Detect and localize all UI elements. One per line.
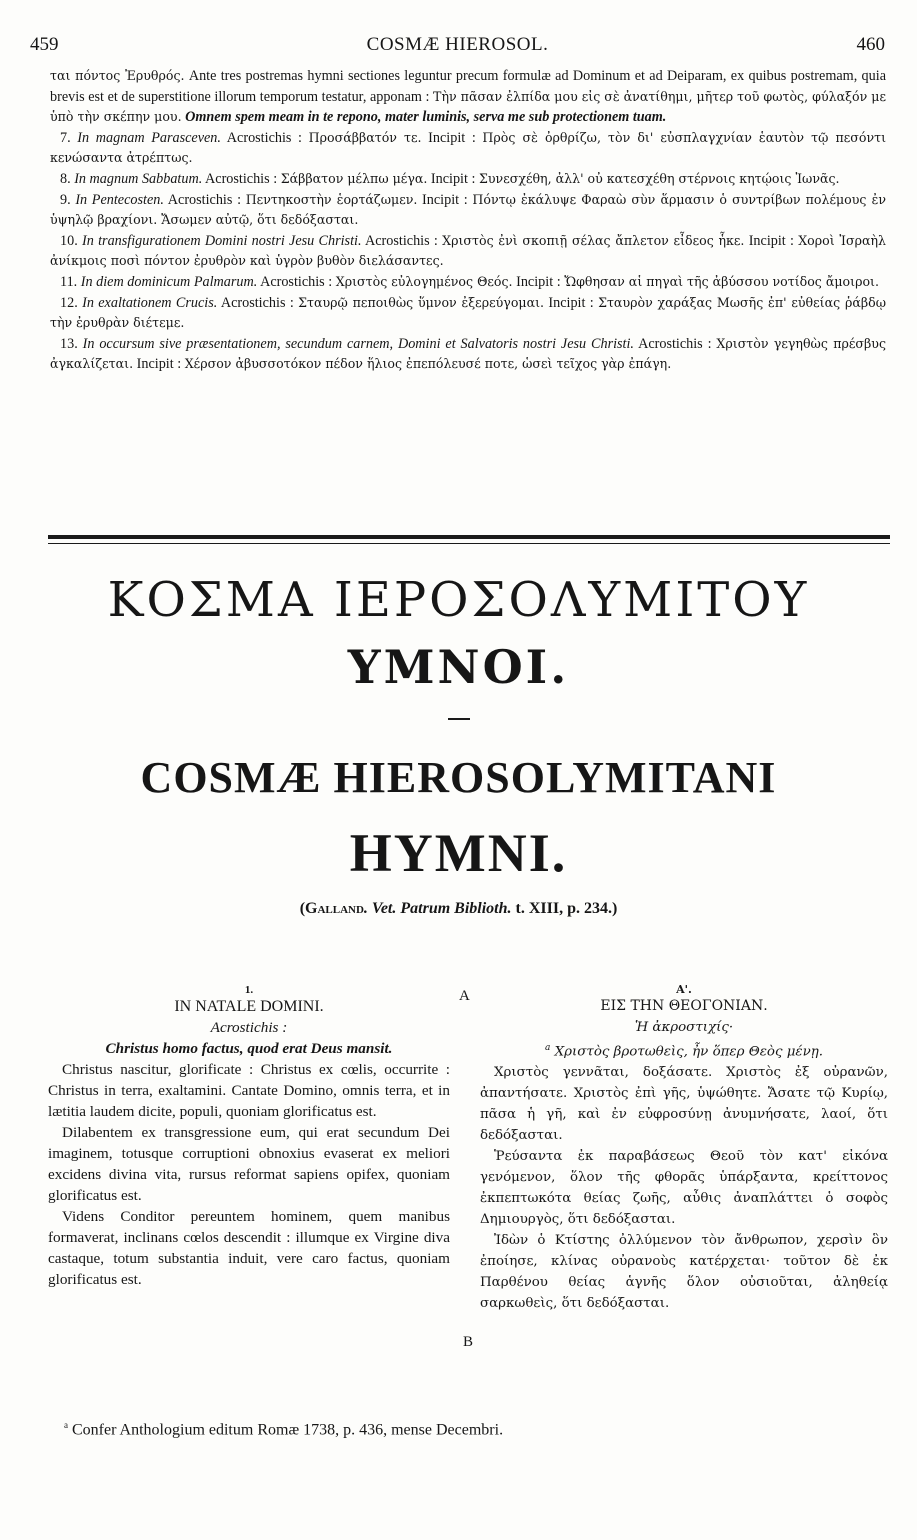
stanza-3: Ἰδὼν ὁ Κτίστης ὀλλύμενον τὸν ἄνθρωπον, χερσὶν ὃν ἐποίησε, κλίνας οὐρανοὺς κατέρχεται· τοῦτον δὲ ἐκ Παρθένου θείας ἁγνῆς ὅλον οὐσιοῦται, ἀληθείᾳ σαρκωθεὶς, ὅτι δεδόξασται. <box>480 1233 888 1312</box>
entry-title: In magnum Sabbatum. <box>74 170 203 187</box>
entry-number: 12. <box>60 294 78 311</box>
section-divider-thick <box>48 535 890 539</box>
page-number-left: 459 <box>30 34 59 55</box>
hymn-entry <box>50 231 886 272</box>
citation-work: . Vet. Patrum Biblioth. <box>363 900 512 917</box>
stanza-1: Christus nascitur, glorificate : Christus ex cœlis, occurrite : Christus in terra, exaltamini. Cantate Domino, omnis terra, et in lætitia laudem dicite, populi, quoniam glorificatus est. <box>48 1061 450 1120</box>
source-citation: (Galland. Vet. Patrum Biblioth. t. XIII, p. 234.) <box>299 900 618 917</box>
greek-column <box>480 984 888 1314</box>
acrostic-label: Acrostichis : <box>257 273 336 290</box>
page-number-right: 460 <box>856 34 885 55</box>
incipit-greek: Σταυρὸν χαράξας Μωσῆς ἐπ' εὐθείας ῥάβδῳ τὴν ἐρυθρὰν διέτεμε. <box>50 294 886 331</box>
incipit-label: Incipit : <box>421 129 483 146</box>
incipit-label: Incipit : <box>427 170 479 187</box>
entry-number: 10. <box>60 232 78 249</box>
entry-number: 9. <box>60 191 71 208</box>
continuation-text <box>50 66 886 375</box>
acrostic-label: Acrostichis : <box>361 232 443 249</box>
latin-title-author: COSMÆ HIEROSOLYMITANI <box>140 753 777 802</box>
margin-letter-b: B <box>463 1334 474 1350</box>
acrostic-greek: Χριστὸν γεγηθὼς πρέσβυς ἀγκαλίζεται. <box>50 335 887 372</box>
acrostic-label: Acrostichis : <box>163 191 246 208</box>
hymn-list <box>50 128 886 375</box>
hymn-entry <box>50 169 886 190</box>
hymn-entry <box>50 272 886 293</box>
citation-location: t. XIII, p. 234.) <box>511 900 618 917</box>
acrostic-label: Acrostichis : <box>220 129 309 146</box>
entry-number: 13. <box>60 335 78 352</box>
acrostic-greek: Χριστὸς εὐλογημένος Θεός. <box>335 273 513 289</box>
acrostic-label: Acrostichis : <box>210 1019 288 1036</box>
entry-title: In exaltationem Crucis. <box>82 294 218 311</box>
citation-author: Galland <box>305 900 364 917</box>
entry-title: In occursum sive præsentationem, secundum carnem, Domini et Salvatoris nostri Jesu Christi. <box>82 335 634 352</box>
entry-number: 11. <box>60 273 78 290</box>
acrostic-greek: Σταυρῷ πεποιθὼς ὕμνον ἐξερεύγομαι. <box>298 294 545 310</box>
latin-column <box>48 984 450 1290</box>
section-divider-thin <box>48 543 890 544</box>
stanza-3: Videns Conditor pereuntem hominem, quem manibus formaverat, inclinans cœlos descendit : illumque ex Virgine diva castaque, totum substantia induit, vere caro factus, quoniam glorificatus est. <box>48 1208 450 1288</box>
acrostic-greek: Σάββατον μέλπω μέγα. <box>280 170 428 186</box>
running-header <box>30 34 885 60</box>
incipit-greek: Ὤφθησαν αἱ πηγαὶ τῆς ἀβύσσου νοτίδος ἄμοιροι. <box>564 273 879 289</box>
incipit-label: Incipit : <box>544 294 599 311</box>
running-title: COSMÆ HIEROSOL. <box>366 34 549 55</box>
greek-title-hymns: ΥΜΝΟΙ. <box>347 640 570 694</box>
greek-title-author: ΚΟΣΜΑ ΙΕΡΟΣΟΛΥΜΙΤΟΥ <box>107 572 810 628</box>
incipit-greek: Συνεσχέθη, ἀλλ' οὐ κατεσχέθη στέρνοις κητῴοις Ἰωνᾶς. <box>478 170 840 186</box>
latin-text: Ante tres postremas hymni sectiones leguntur precum formulæ ad Dominum et ad Deiparam, ex quibus postremam, quia brevis est et de superstitione illorum temporum testatur, apponam : <box>50 68 886 105</box>
latin-prayer: Omnem spem meam in te repono, mater luminis, serva me sub protectionem tuam. <box>181 109 667 126</box>
hymn-heading: IN NATALE DOMINI. <box>174 998 324 1015</box>
acrostic-greek: Πεντηκοστὴν ἑορτάζωμεν. <box>245 191 418 207</box>
intro-paragraph <box>50 66 886 128</box>
acrostic-greek: Προσάββατόν τε. <box>308 129 422 145</box>
incipit-greek: Χοροὶ Ἰσραὴλ ἀνίκμοις ποσὶ πόντον ἐρυθρὸν καὶ ὑγρὸν βυθὸν διελάσαντες. <box>50 232 887 269</box>
incipit-label: Incipit : <box>417 191 473 208</box>
incipit-greek: Πόντῳ ἐκάλυψε Φαραὼ σὺν ἅρμασιν ὁ συντρίβων πολέμους ἐν ὑψηλῷ βραχίονι. Ἄσωμεν αὐτῷ, ὅτι δεδόξασται. <box>50 191 887 228</box>
acrostic-text: Χριστὸς βροτωθεὶς, ἦν ὅπερ Θεὸς μένῃ. <box>554 1044 824 1060</box>
footnote-marker: a <box>544 1043 551 1053</box>
entry-number: 7. <box>60 129 71 146</box>
incipit-greek: Πρὸς σὲ ὀρθρίζω, τὸν δι' εὐσπλαγχνίαν ἑαυτὸν τῷ πεσόντι κενώσαντα ἀτρέπτως. <box>50 129 887 166</box>
latin-title-hymns: HYMNI. <box>349 823 568 883</box>
hymn-entry <box>50 334 886 375</box>
footnote-text: Confer Anthologium editum Romæ 1738, p. 436, mense Decembri. <box>68 1421 504 1439</box>
incipit-label: Incipit : <box>744 232 799 249</box>
margin-letter-a: A <box>459 988 470 1004</box>
hymn-number: 1. <box>244 984 254 996</box>
hymn-entry <box>50 190 886 231</box>
footnote <box>64 1420 503 1439</box>
entry-number: 8. <box>60 170 71 187</box>
footnote-mark: a <box>64 1420 68 1430</box>
hymn-entry <box>50 293 886 334</box>
stanza-2: Ῥεύσαντα ἐκ παραβάσεως Θεοῦ τὸν κατ' εἰκόνα γενόμενον, ὅλον τῆς φθορᾶς ὑπάρξαντα, κρείττονος ἐκπεπτωκότα θείας ζωῆς, αὖθις ἀναπλάττει ὁ σοφὸς Δημιουργὸς, ὅτι δεδόξασται. <box>480 1149 888 1228</box>
stanza-1: Χριστὸς γεννᾶται, δοξάσατε. Χριστὸς ἐξ οὐρανῶν, ἀπαντήσατε. Χριστὸς ἐπὶ γῆς, ὑψώθητε. Ἄσατε τῷ Κυρίῳ, πᾶσα ἡ γῆ, καὶ ἐν εὐφροσύνῃ ἀνυμνήσατε, λαοί, ὅτι δεδόξασται. <box>480 1065 888 1144</box>
incipit-label: Incipit : <box>512 273 565 290</box>
greek-text: ται πόντος Ἐρυθρός. <box>50 68 185 83</box>
hymn-heading: ΕΙΣ ΤΗΝ ΘΕΟΓΟΝΙΑΝ. <box>600 998 768 1014</box>
acrostic-label: Acrostichis : <box>202 170 281 187</box>
hymn-number: Α'. <box>676 983 692 996</box>
acrostic-greek: Χριστὸς ἐνὶ σκοπιῇ σέλας ἄπλετον εἶδεος ἧκε. <box>442 232 745 248</box>
title-separator <box>448 718 470 720</box>
incipit-greek: Χέρσον ἀβυσσοτόκον πέδον ἥλιος ἐπεπόλευσέ ποτε, ὡσεὶ τεῖχος γὰρ ἐπάγη. <box>184 356 672 372</box>
incipit-label: Incipit : <box>133 356 185 373</box>
acrostic-label: Acrostichis : <box>217 294 299 311</box>
stanza-2: Dilabentem ex transgressione eum, qui erat secundum Dei imaginem, totusque corruptioni obnoxius evaserat ex meliori excidens divina vita, rursus reformat sapiens opifex, quoniam glorificatus est. <box>48 1124 450 1204</box>
entry-title: In magnam Parasceven. <box>77 129 221 146</box>
acrostic-line <box>480 1038 888 1062</box>
greek-prayer: Τὴν πᾶσαν ἐλπίδα μου εἰς σὲ ἀνατίθημι, μῆτερ τοῦ φωτὸς, φύλαξόν με ὑπὸ τὴν σκέπην μου. <box>50 88 886 125</box>
acrostic-label: Ἡ ἀκροστιχίς· <box>634 1020 734 1035</box>
entry-title: In transfigurationem Domini nostri Jesu Christi. <box>82 232 362 249</box>
entry-title: In diem dominicum Palmarum. <box>80 273 258 290</box>
acrostic-label: Acrostichis : <box>633 335 717 352</box>
acrostic-text: Christus homo factus, quod erat Deus mansit. <box>105 1040 393 1057</box>
hymn-entry <box>50 128 886 169</box>
entry-title: In Pentecosten. <box>75 191 164 208</box>
